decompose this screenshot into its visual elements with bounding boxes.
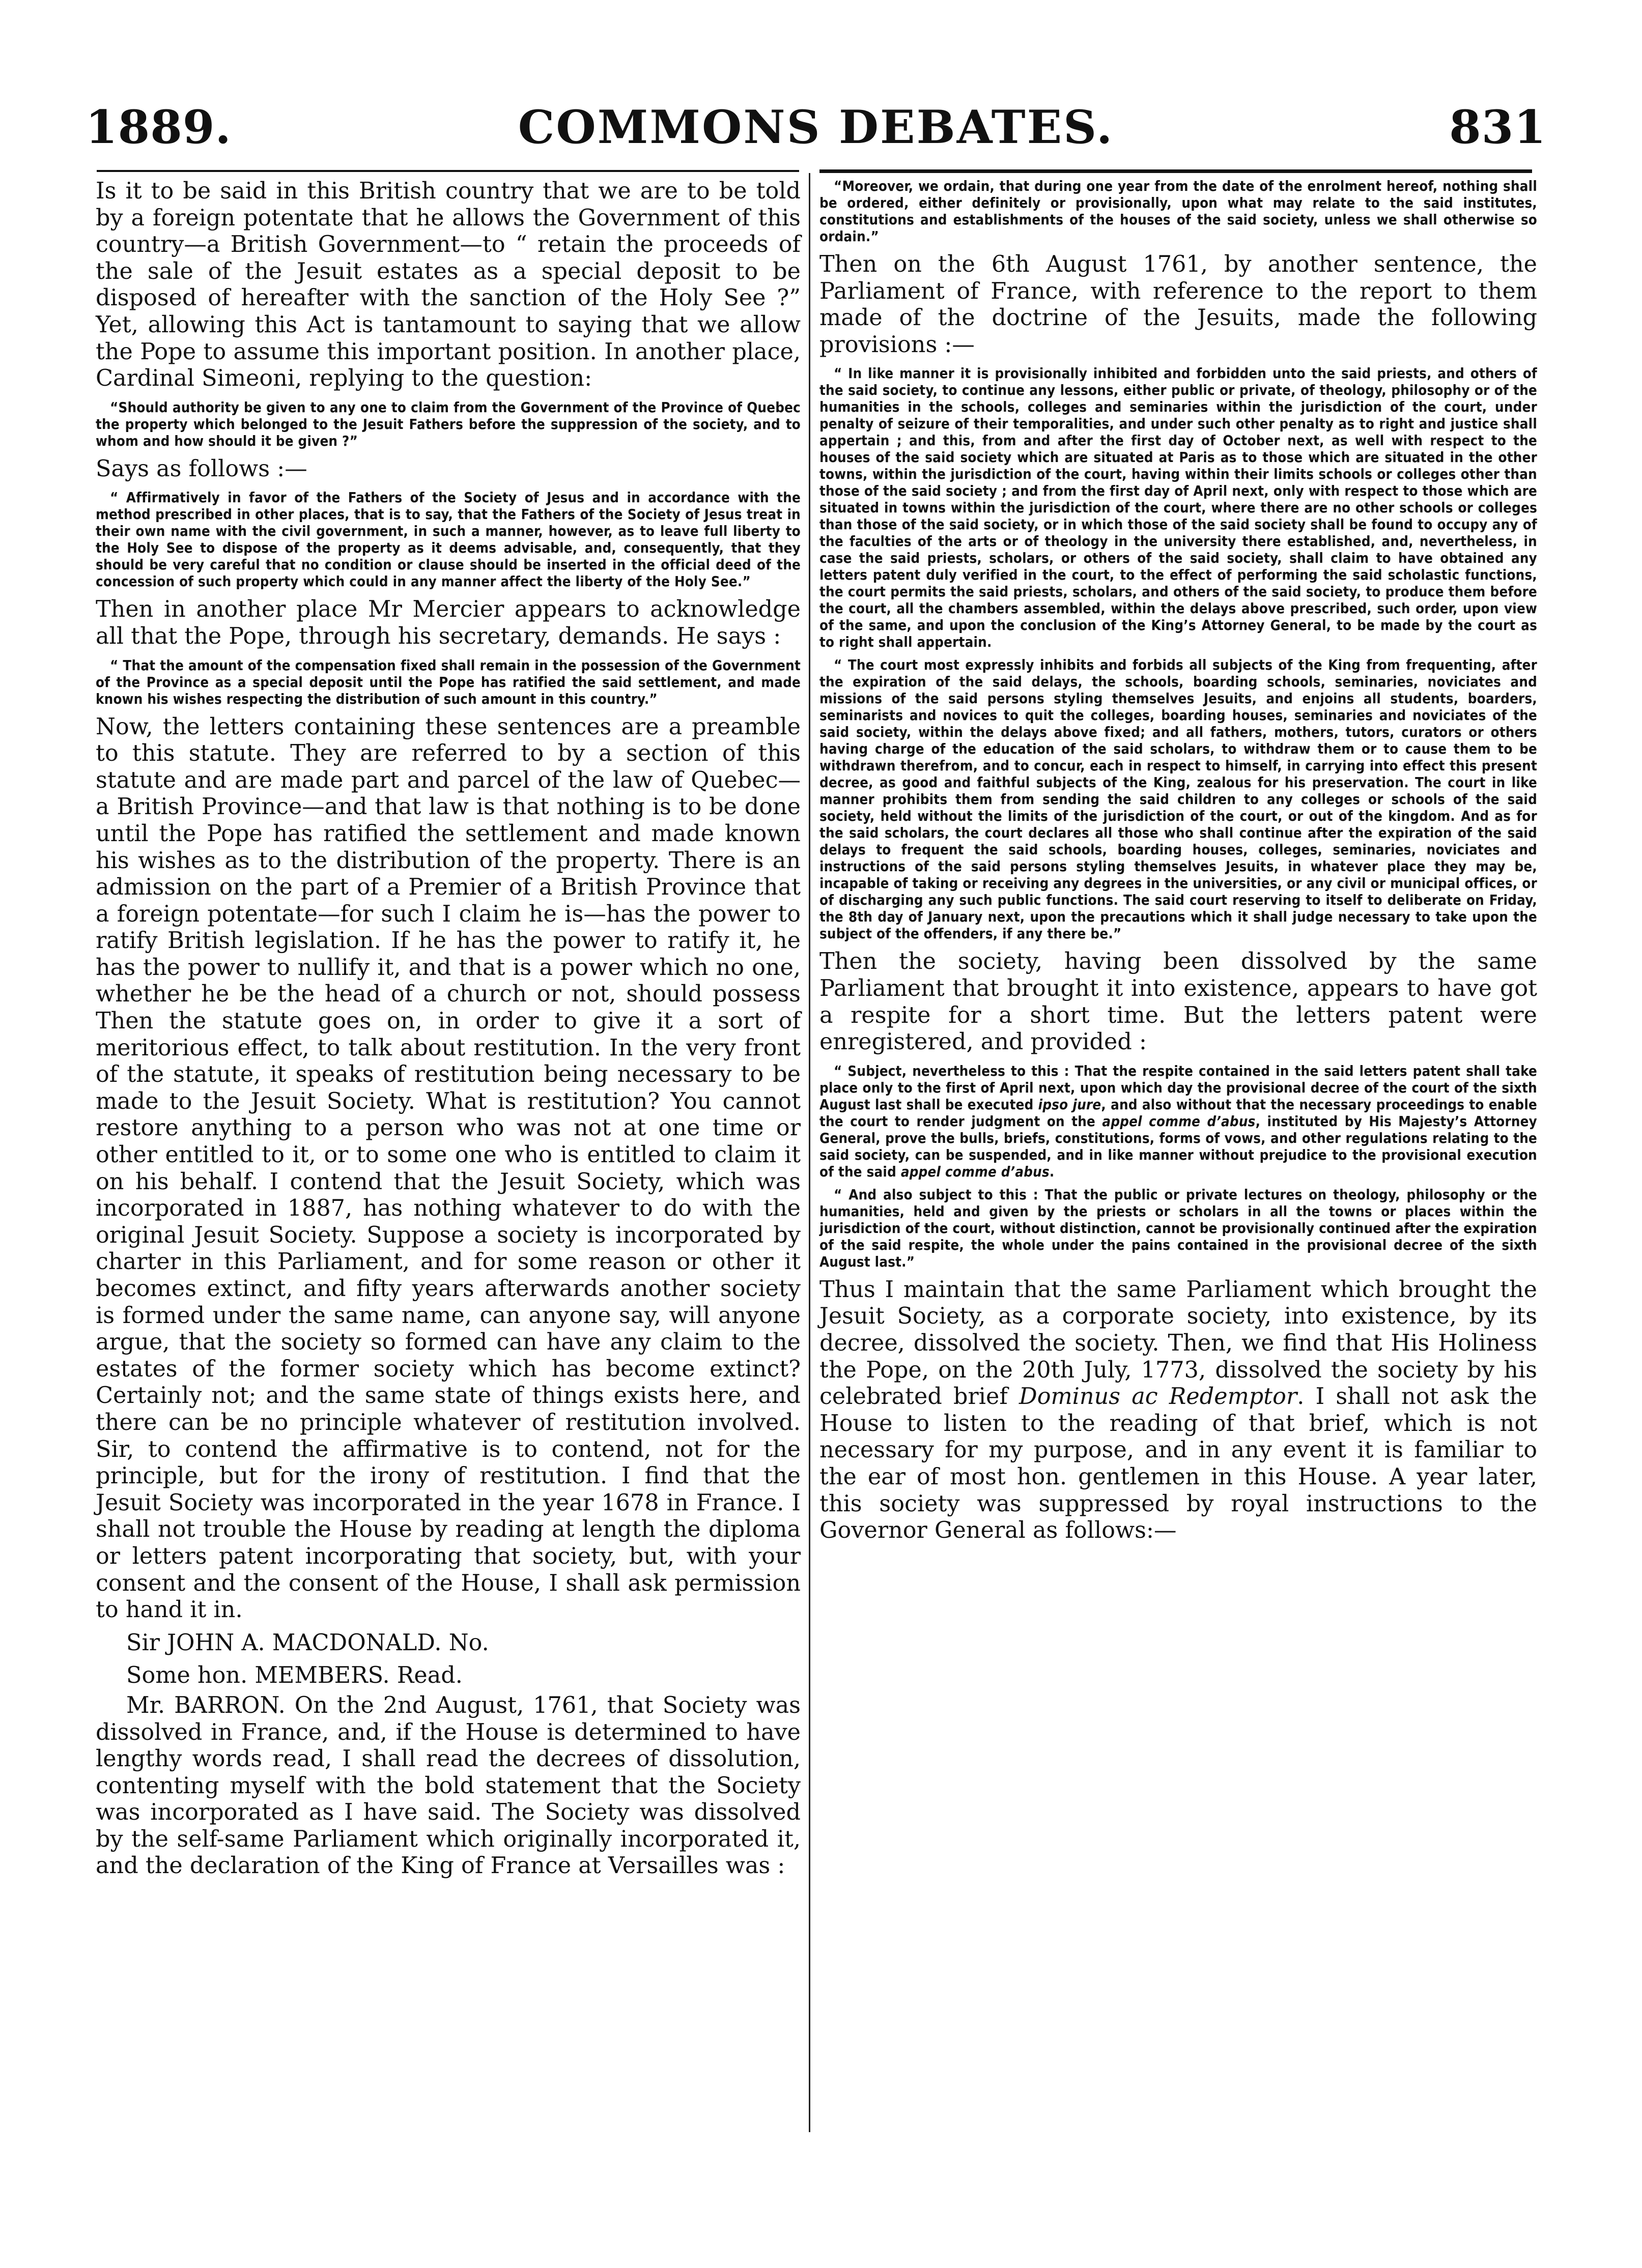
block-quote: “ Affirmatively in favor of the Fathers of the Society of Jesus and in accordance with the method prescribed in other places, that is to say, that the Fathers of the Society of Jesus treat in their own name with the civil government, in such a manner, however, as to leave full liberty to the Holy See to dispose of the property as it deems advisable, and, consequently, that they should be very careful that no condition or clause should be inserted in the official deed of the concession of such property which could in any manner affect the liberty of the Holy See.” [96,490,801,590]
block-quote: “Should authority be given to any one to claim from the Government of the Province of Quebec the property which belonged to the Jesuit Fathers before the suppression of the society, and to whom and how should it be given ?” [96,399,801,449]
quote-italic: ipso jure [1038,1096,1101,1113]
speaker-name: Mr. BARRON. [126,1692,286,1718]
paragraph: Then on the 6th August 1761, by another sentence, the Parliament of France, with reference to the report to them made of the doctrine of the Jesuits, made the following provisions :— [819,251,1537,358]
quote-italic: appel comme d’abus [1102,1113,1256,1130]
paragraph [819,1277,1537,1544]
paragraph-text: . I shall not ask the House to listen to the reading of that brief, which is not necessary for my purpose, and in any event it is familiar to the ear of most hon. gentlemen in this House. A year later, this society was suppressed by royal instructions to the Governor General as follows:— [819,1384,1537,1544]
header-rule-right [819,169,1532,173]
header-year: 1889. [86,100,232,154]
quote-text: , instituted by His Majesty’s Attorney General, prove the bulls, briefs, constitutions, forms of vows, and other regulations relating to the said society, can be suspended, and in like manner without prejudice to the provisional execution of the said [819,1113,1537,1180]
quote-text: , and also without that the necessary proceedings to enable the court to render judgment on the [819,1096,1537,1130]
quote-text: . [1049,1163,1055,1180]
paragraph [96,1692,801,1880]
quote-text: “ Subject, nevertheless to this : That the respite contained in the said letters patent shall take place only to the first of April next, upon which day the provisional decree of the court of the sixth August last shall be executed [819,1063,1537,1113]
header-page-number: 831 [1449,100,1546,154]
paragraph: Now, the letters containing these sentences are a preamble to this statute. They are referred to by a section of this statute and are made part and parcel of the law of Quebec—a British Province—and that law is that nothing is to be done until the Pope has ratified the settlement and made known his wishes as to the distribution of the property. There is an admission on the part of a Premier of a British Province that a foreign potentate—for such I claim he is—has the power to ratify British legislation. If he has the power to ratify it, he has the power to nullify it, and that is a power which no one, whether he be the head of a church or not, should possess Then the statute goes on, in order to give it a sort of meritorious effect, to talk about restitution. In the very front of the statute, it speaks of restitution being necessary to be made to the Jesuit Society. What is restitution? You cannot restore anything to a person who was not at one time or other entitled to it, or to some one who is entitled to claim it on his behalf. I contend that the Jesuit Society, which was incorporated in 1887, has nothing whatever to do with the original Jesuit Society. Suppose a society is incorporated by charter in this Parliament, and for some reason or other it becomes extinct, and fifty years afterwards another society is formed under the same name, can anyone say, will anyone argue, that the society so formed can have any claim to the estates of the former society which has become extinct? Certainly not; and the same state of things exists here, and there can be no principle whatever of restitution involved. Sir, to contend the affirmative is to contend, not for the principle, but for the irony of restitution. I find that the Jesuit Society was incorporated in the year 1678 in France. I shall not trouble the House by reading at length the diploma or letters patent incorporating that society, but, with your consent and the consent of the House, I shall ask permission to hand it in. [96,713,801,1623]
page-header [86,99,1546,165]
paragraph: Then the society, having been dissolved by the same Parliament that brought it into existence, appears to have got a respite for a short time. But the letters patent were enregistered, and provided : [819,949,1537,1055]
header-rule-left [97,170,799,172]
right-column [819,178,1537,1544]
interjection: Sir JOHN A. MACDONALD. No. [126,1629,489,1656]
block-quote: “ In like manner it is provisionally inhibited and forbidden unto the said priests, and others of the said society, to continue any lessons, either public or private, of theology, philosophy or of the humanities in the schools, colleges and seminaries within the jurisdiction of the court, under penalty of seizure of their temporalities, and under such other penalty as to right and justice shall appertain ; and this, from and after the first day of October next, as well with respect to the houses of the said society which are situated at Paris as to those which are situated in the other towns, within the jurisdiction of the court, having within their limits schools or colleges other than those of the said society ; and from the first day of April next, only with respect to those which are situated in towns within the jurisdiction of the court, where there are no other schools or colleges than those of the said society, or in which those of the said society shall be found to occupy any of the faculties of the arts or of theology in the university there established, and, nevertheless, in case the said priests, scholars, or others of the said society, shall claim to have obtained any letters patent duly verified in the court, to the effect of performing the said scholastic functions, the court permits the said priests, scholars, and others of the said society, to produce them before the court, all the chambers assembled, within the delays above prescribed, such order, upon view of the same, and upon the conclusion of the King’s Attorney General, to be made by the court as to right shall appertain. [819,365,1537,651]
left-column [96,178,801,1880]
interjection: Some hon. MEMBERS. Read. [126,1662,463,1689]
block-quote: “Moreover, we ordain, that during one year from the date of the enrolment hereof, nothing shall be ordered, either definitely or provisionally, upon what may relate to the said institutes, constitutions and establishments of the houses of the said society, unless we shall otherwise so ordain.” [819,178,1537,245]
column-divider [809,173,810,2132]
speech-text: On the 2nd August, 1761, that Society was dissolved in France, and, if the House is determined to have lengthy words read, I shall read the decrees of dissolution, contenting myself with the bold statement that the Society was incorporated as I have said. The Society was dissolved by the self-same Parliament which originally incorporated it, and the declaration of the King of France at Versailles was : [96,1692,801,1879]
header-title: COMMONS DEBATES. [518,100,1114,154]
paragraph-text: Thus I maintain that the same Parliament which brought the Jesuit Society, as a corporate society, into existence, by its decree, dissolved the society. Then, we find that His Holiness the Pope, on the 20th July, 1773, dissolved the society by his celebrated brief [819,1276,1537,1410]
paragraph: Then in another place Mr Mercier appears to acknowledge all that the Pope, through his secretary, demands. He says : [96,596,801,649]
paragraph: Is it to be said in this British country that we are to be told by a foreign potentate that he allows the Government of this country—a British Government—to “ retain the proceeds of the sale of the Jesuit estates as a special deposit to be disposed of hereafter with the sanction of the Holy See ?” Yet, allowing this Act is tantamount to saying that we allow the Pope to assume this important position. In another place, Cardinal Simeoni, replying to the question: [96,178,801,392]
paragraph-italic: Dominus ac Redemptor [1019,1384,1297,1410]
block-quote [819,1063,1537,1181]
block-quote: “ That the amount of the compensation fixed shall remain in the possession of the Government of the Province as a special deposit until the Pope has ratified the said settlement, and made known his wishes respecting the distribution of such amount in this country.” [96,657,801,707]
block-quote: “ The court most expressly inhibits and forbids all subjects of the King from frequenting, after the expiration of the said delays, the schools, boarding schools, seminaries, noviciates and missions of the said persons styling themselves Jesuits, and enjoins all students, boarders, seminarists and novices to quit the colleges, boarding houses, seminaries and noviciates of the said society, within the delays above fixed; and all fathers, mothers, tutors, curators or others having charge of the education of the said scholars, to withdraw them or to cause them to be withdrawn therefrom, and to concur, each in respect to himself, in carrying into effect this present decree, as good and faithful subjects of the King, zealous for his preservation. The court in like manner prohibits them from sending the said children to any colleges or schools of the said society, held without the limits of the jurisdiction of the court, or out of the kingdom. And as for the said scholars, the court declares all those who shall continue after the expiration of the said delays to frequent the said schools, boarding houses, colleges, seminaries, noviciates and instructions of the said persons styling themselves Jesuits, in whatever place they may be, incapable of taking or receiving any degrees in the universities, or any civil or municipal offices, or of discharging any such public functions. The said court reserving to itself to deliberate on Friday, the 8th day of January next, upon the precautions which it shall judge necessary to take upon the subject of the offenders, if any there be.” [819,657,1537,942]
quote-italic: appel comme d’abus [900,1163,1050,1180]
block-quote: “ And also subject to this : That the public or private lectures on theology, philosophy or the humanities, held and given by the priests or scholars in all the towns or places within the jurisdiction of the court, without distinction, cannot be provisionally continued after the expiration of the said respite, the whole under the pains contained in the provisional decree of the sixth August last.” [819,1186,1537,1270]
paragraph: Says as follows :— [96,455,307,482]
